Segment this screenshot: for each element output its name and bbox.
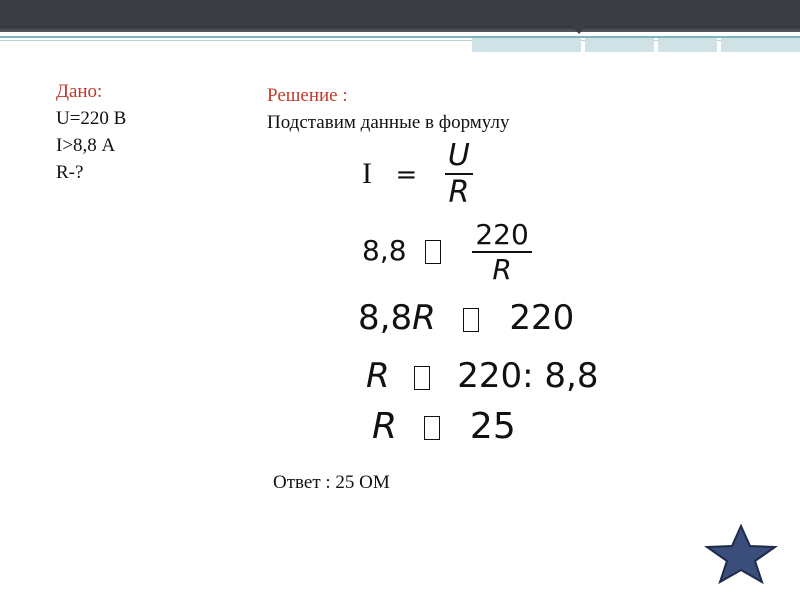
star-icon[interactable]: [704, 524, 778, 584]
fraction-denominator: R: [492, 253, 512, 286]
solution-block: [267, 82, 509, 136]
formula-product: [358, 298, 574, 338]
missing-glyph-box: [424, 416, 440, 440]
formula-lhs: 8,8: [362, 234, 407, 267]
formula-substituted: [362, 218, 532, 286]
formula-lhs: R: [366, 356, 390, 396]
given-line: R-?: [56, 162, 84, 183]
solution-heading: Решение :: [267, 85, 348, 106]
formula-division: [366, 356, 598, 396]
fraction: [445, 138, 473, 210]
fraction-denominator: R: [448, 175, 470, 210]
answer-text: Ответ : 25 ОМ: [273, 472, 390, 493]
formula-lhs: R: [372, 406, 398, 447]
fraction: [472, 218, 531, 286]
formula-rhs: 220: [509, 298, 575, 338]
formula-variable: R: [412, 298, 436, 338]
missing-glyph-box: [463, 308, 479, 332]
formula-rhs: 220: 8,8: [457, 356, 599, 396]
accent-blocks: [472, 38, 800, 54]
solution-intro: Подставим данные в формулу: [267, 112, 510, 133]
formula-rhs: 25: [469, 406, 516, 447]
formula-lhs: I: [362, 156, 372, 190]
top-bar-notch: [572, 26, 586, 34]
fraction-numerator: 220: [475, 218, 529, 251]
equals-sign: =: [395, 159, 418, 190]
missing-glyph-box: [414, 366, 430, 390]
formula-ohms-law: [362, 138, 473, 210]
formula-result: [372, 406, 516, 447]
given-line: U=220 В: [56, 108, 127, 129]
given-heading: Дано:: [56, 81, 103, 102]
given-block: [56, 78, 126, 186]
fraction-numerator: U: [447, 138, 470, 173]
missing-glyph-box: [425, 240, 441, 264]
formula-lhs: 8,8: [358, 298, 413, 338]
given-line: I>8,8 А: [56, 135, 116, 156]
top-bar-shade: [0, 26, 800, 32]
top-bar: [0, 0, 800, 26]
